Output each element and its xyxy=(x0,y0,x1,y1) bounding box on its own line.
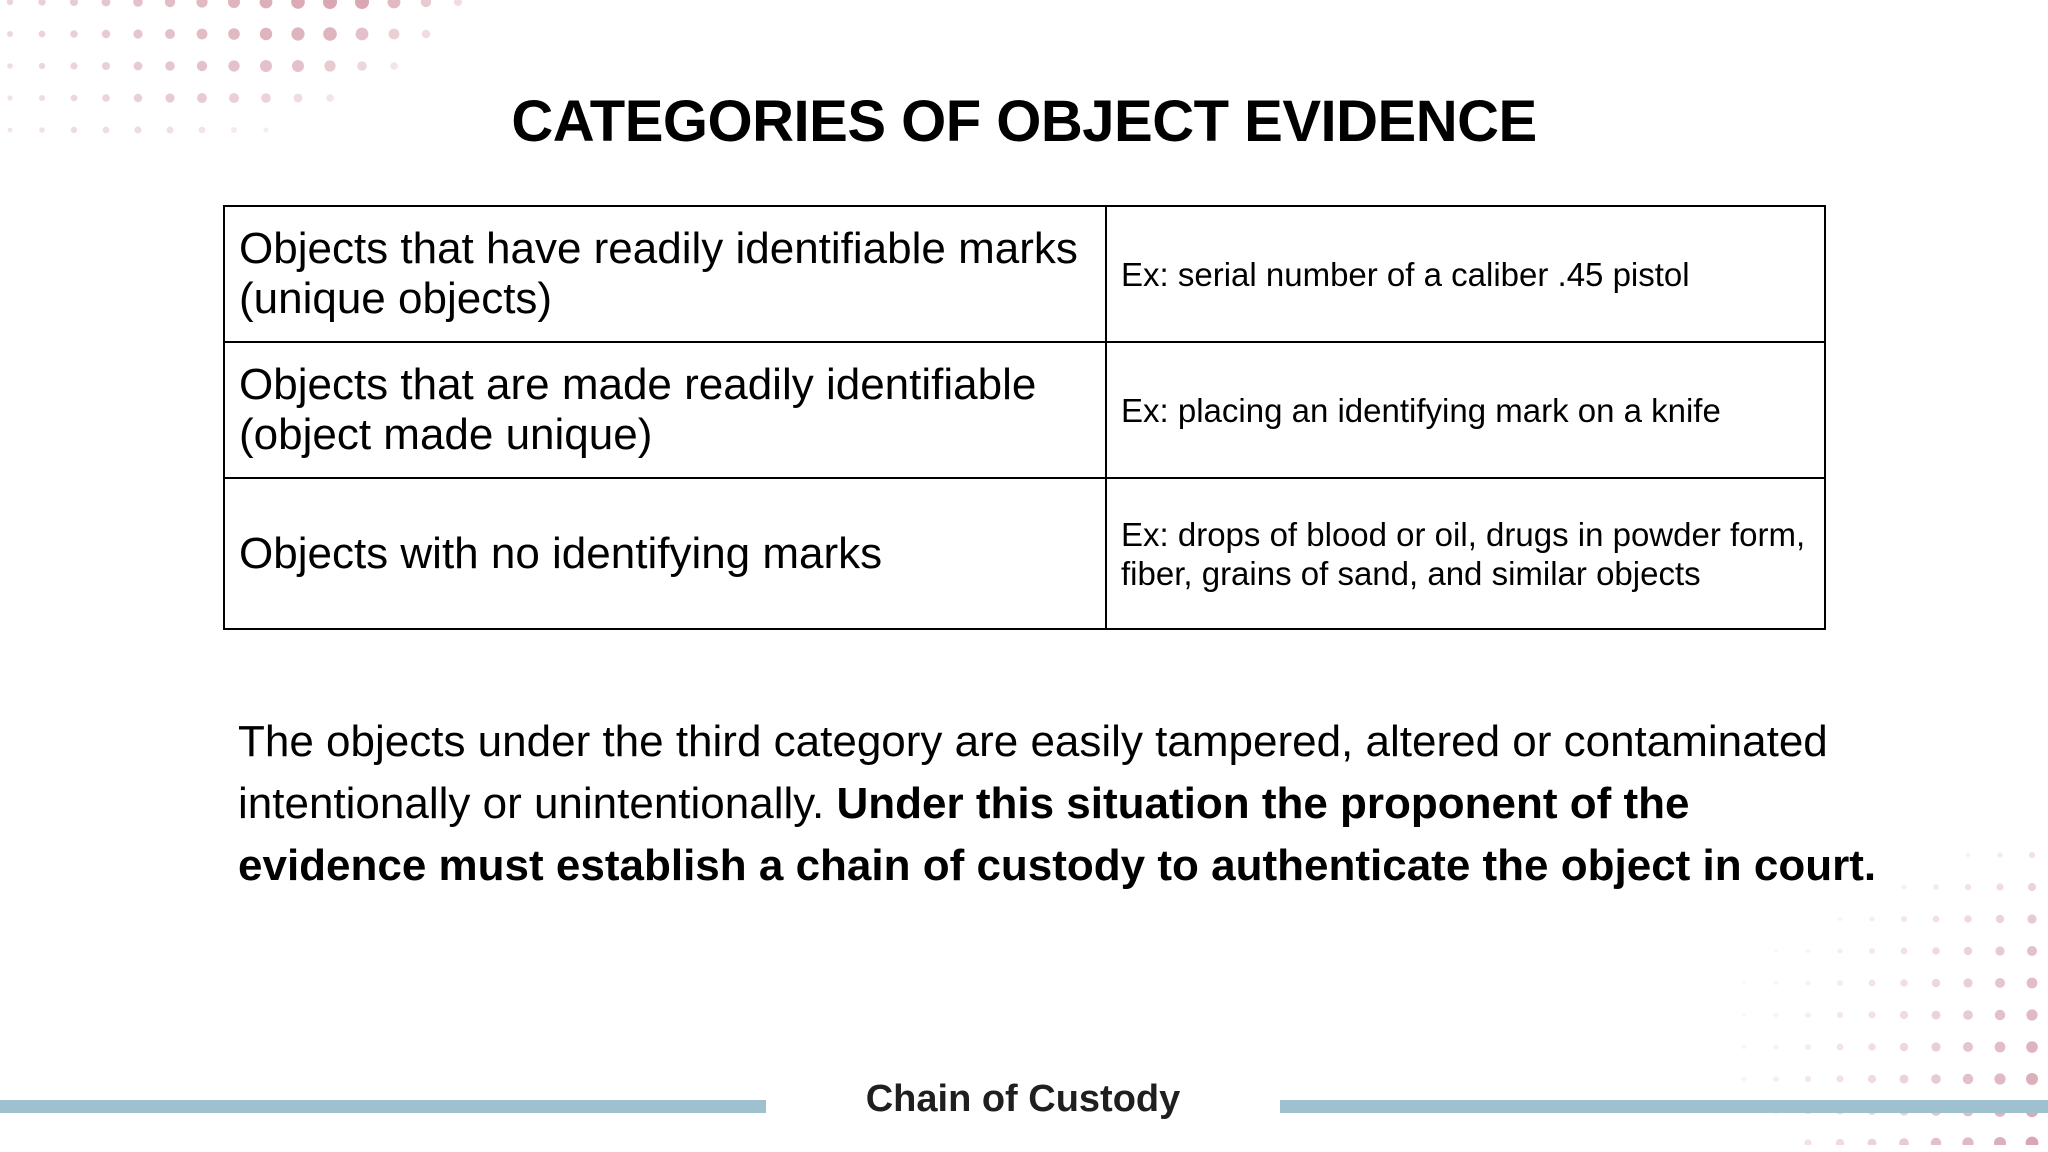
slide-title: CATEGORIES OF OBJECT EVIDENCE xyxy=(511,89,1537,154)
table-row xyxy=(224,342,1825,478)
paragraph-normal-text: The objects under the third category are easily tampered, altered or contaminated intentionally or unintentionally. xyxy=(238,717,1828,828)
explanation-paragraph xyxy=(238,711,1878,897)
example-cell: Ex: placing an identifying mark on a knife xyxy=(1106,342,1825,478)
evidence-categories-table xyxy=(223,205,1826,630)
example-cell: Ex: drops of blood or oil, drugs in powder form, fiber, grains of sand, and similar objects xyxy=(1106,478,1825,629)
footer-accent-bar-right xyxy=(1280,1100,2048,1113)
table-row xyxy=(224,206,1825,342)
paragraph-emphasis-text: Under this situation the proponent of the evidence must establish a chain of custody to authenticate the object in court. xyxy=(238,779,1877,890)
example-cell: Ex: serial number of a caliber .45 pistol xyxy=(1106,206,1825,342)
table-row xyxy=(224,478,1825,629)
category-cell: Objects with no identifying marks xyxy=(224,478,1106,629)
footer-accent-bar-left xyxy=(0,1100,766,1113)
footer-label: Chain of Custody xyxy=(865,1078,1181,1120)
category-cell: Objects that have readily identifiable marks (unique objects) xyxy=(224,206,1106,342)
category-cell: Objects that are made readily identifiable (object made unique) xyxy=(224,342,1106,478)
